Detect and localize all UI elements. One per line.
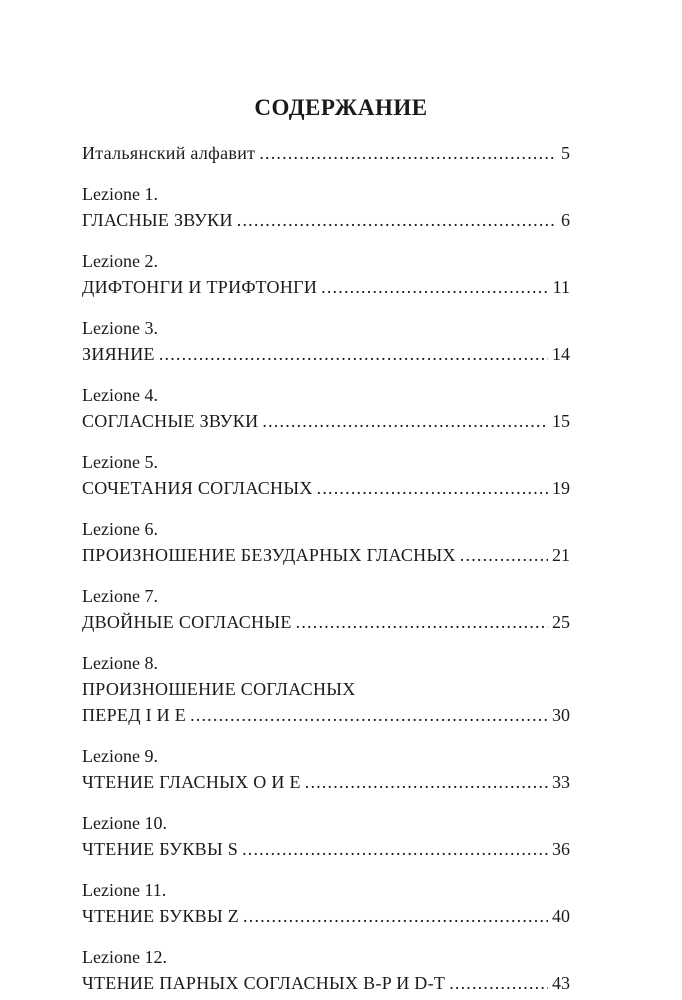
entry-title: ПРОИЗНОШЕНИЕ БЕЗУДАРНЫХ ГЛАСНЫХ — [82, 545, 456, 565]
entry-title: ЧТЕНИЕ БУКВЫ S — [82, 839, 239, 859]
dot-leader — [262, 408, 548, 434]
dot-leader — [321, 274, 549, 300]
table-of-contents — [82, 140, 570, 996]
lesson-number: Lezione 11. — [82, 880, 167, 900]
page-number: 19 — [552, 478, 570, 498]
lesson-number: Lezione 4. — [82, 385, 158, 405]
page-number: 30 — [552, 705, 570, 725]
page-number: 25 — [552, 612, 570, 632]
lesson-number: Lezione 8. — [82, 653, 158, 673]
toc-spacer — [82, 568, 570, 583]
lesson-number: Lezione 3. — [82, 318, 158, 338]
dot-leader — [296, 609, 548, 635]
entry-title: Итальянский алфавит — [82, 143, 256, 163]
toc-spacer — [82, 367, 570, 382]
toc-entry[interactable] — [82, 181, 570, 233]
toc-spacer — [82, 434, 570, 449]
toc-spacer — [82, 233, 570, 248]
toc-entry[interactable] — [82, 516, 570, 568]
toc-line — [82, 836, 570, 862]
toc-line — [82, 274, 570, 300]
toc-entry[interactable] — [82, 140, 570, 166]
lesson-number: Lezione 10. — [82, 813, 167, 833]
entry-title: ЧТЕНИЕ ГЛАСНЫХ O И E — [82, 772, 301, 792]
entry-title: СОГЛАСНЫЕ ЗВУКИ — [82, 411, 259, 431]
lesson-number: Lezione 1. — [82, 184, 158, 204]
entry-title: ЧТЕНИЕ БУКВЫ Z — [82, 906, 240, 926]
dot-leader — [460, 542, 548, 568]
toc-entry[interactable] — [82, 449, 570, 501]
dot-leader — [449, 970, 548, 996]
dot-leader — [159, 341, 548, 367]
dot-leader — [317, 475, 548, 501]
toc-entry[interactable] — [82, 810, 570, 862]
entry-title: ДИФТОНГИ И ТРИФТОНГИ — [82, 277, 318, 297]
toc-line — [82, 542, 570, 568]
page-number: 14 — [552, 344, 570, 364]
toc-spacer — [82, 166, 570, 181]
toc-line — [82, 341, 570, 367]
toc-spacer — [82, 635, 570, 650]
toc-entry[interactable] — [82, 382, 570, 434]
lesson-number: Lezione 2. — [82, 251, 158, 271]
toc-entry[interactable] — [82, 877, 570, 929]
toc-line — [82, 408, 570, 434]
toc-spacer — [82, 929, 570, 944]
toc-entry[interactable] — [82, 944, 570, 996]
page-number: 21 — [552, 545, 570, 565]
dot-leader — [243, 903, 548, 929]
page-number: 40 — [552, 906, 570, 926]
entry-title: СОЧЕТАНИЯ СОГЛАСНЫХ — [82, 478, 313, 498]
toc-spacer — [82, 501, 570, 516]
page-title: СОДЕРЖАНИЕ — [254, 95, 428, 120]
page-number: 6 — [561, 210, 570, 230]
entry-title: ПЕРЕД I И E — [82, 705, 187, 725]
page-number: 43 — [552, 973, 570, 993]
toc-entry[interactable] — [82, 315, 570, 367]
page-number: 11 — [552, 277, 570, 297]
page-number: 33 — [552, 772, 570, 792]
dot-leader — [305, 769, 548, 795]
lesson-number: Lezione 5. — [82, 452, 158, 472]
toc-line — [82, 475, 570, 501]
toc-spacer — [82, 728, 570, 743]
entry-title: ДВОЙНЫЕ СОГЛАСНЫЕ — [82, 612, 292, 632]
lesson-number: Lezione 7. — [82, 586, 158, 606]
toc-line — [82, 903, 570, 929]
lesson-number: Lezione 6. — [82, 519, 158, 539]
toc-spacer — [82, 862, 570, 877]
toc-line — [82, 970, 570, 996]
toc-entry[interactable] — [82, 743, 570, 795]
toc-entry[interactable] — [82, 583, 570, 635]
dot-leader — [259, 140, 557, 166]
entry-title: ПРОИЗНОШЕНИЕ СОГЛАСНЫХ — [82, 679, 356, 699]
entry-title: ЧТЕНИЕ ПАРНЫХ СОГЛАСНЫХ B-P И D-T — [82, 973, 446, 993]
toc-line — [82, 702, 570, 728]
toc-spacer — [82, 795, 570, 810]
lesson-number: Lezione 9. — [82, 746, 158, 766]
page-number: 15 — [552, 411, 570, 431]
page-number: 5 — [561, 143, 570, 163]
toc-line — [82, 140, 570, 166]
entry-title: ЗИЯНИЕ — [82, 344, 155, 364]
toc-line — [82, 609, 570, 635]
page-number: 36 — [552, 839, 570, 859]
entry-title: ГЛАСНЫЕ ЗВУКИ — [82, 210, 233, 230]
toc-entry[interactable] — [82, 650, 570, 728]
dot-leader — [237, 207, 557, 233]
toc-entry[interactable] — [82, 248, 570, 300]
dot-leader — [190, 702, 548, 728]
toc-spacer — [82, 300, 570, 315]
toc-line — [82, 769, 570, 795]
toc-line-continued — [82, 676, 570, 702]
dot-leader — [242, 836, 548, 862]
lesson-number: Lezione 12. — [82, 947, 167, 967]
toc-line — [82, 207, 570, 233]
